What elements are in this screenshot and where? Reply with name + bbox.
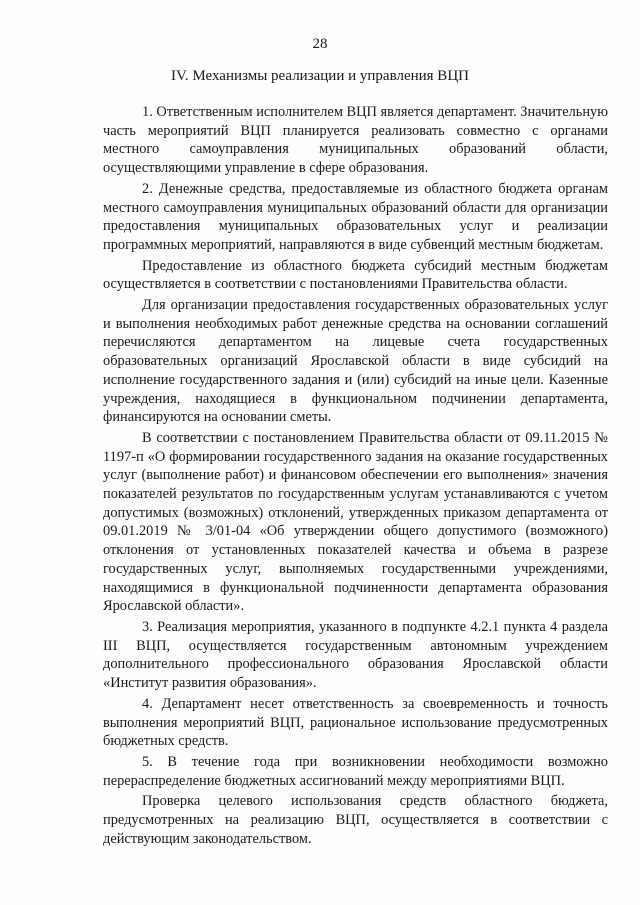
paragraph-responsible-executor: 1. Ответственным исполнителем ВЦП является департамент. Значительную часть мероприятий ВЦП планируется реализовать совместно с органами местного самоуправления муниципальных образований области, осуществляющими управление в сфере образования. — [103, 104, 608, 177]
paragraph-state-assignment: В соответствии с постановлением Правительства области от 09.11.2015 № 1197-п «О формировании государственного задания на оказание государственных услуг (выполнение работ) и финансовом обеспечении его выполнения» значения показателей результатов по государственным услугам устанавливаются с учетом допустимых (возможных) отклонений, утвержденных приказом департамента от 09.01.2019 № 3/01-04 «Об утверждении общего допустимого (возможного) отклонения от установленных показателей качества и объема в разрезе государственных услуг, выполняемых государственными учреждениями, находящимися в функциональной подчиненности департамента образования Ярославской области». — [103, 429, 608, 615]
paragraph-state-services-funding: Для организации предоставления государственных образовательных услуг и выполнения необходимых работ денежные средства на основании соглашений перечисляются департаментом на лицевые счета государственных образовательных организаций Ярославской области в виде субсидий на исполнение государственного задания и (или) субсидий на иные цели. Казенные учреждения, находящиеся в функциональном подчинении департамента, финансируются на основании сметы. — [103, 297, 608, 426]
paragraph-subventions: 2. Денежные средства, предоставляемые из областного бюджета органам местного самоуправления муниципальных образований области для организации предоставления муниципальных образовательных услуг и реализации программных мероприятий, направляются в виде субвенций местным бюджетам. — [103, 180, 608, 253]
section-title: IV. Механизмы реализации и управления ВЦП — [171, 68, 469, 84]
paragraph-department-responsibility: 4. Департамент несет ответственность за своевременность и точность выполнения мероприятий ВЦП, рациональное использование предусмотренных бюджетных средств. — [103, 695, 608, 750]
paragraph-subsidies-local-budgets: Предоставление из областного бюджета субсидий местным бюджетам осуществляется в соответствии с постановлениями Правительства области. — [103, 257, 608, 293]
page-number: 28 — [312, 36, 328, 52]
body-text — [103, 103, 608, 850]
paragraph-audit: Проверка целевого использования средств областного бюджета, предусмотренных на реализацию ВЦП, осуществляется в соответствии с действующим законодательством. — [103, 793, 608, 847]
paragraph-reallocation: 5. В течение года при возникновении необходимости возможно перераспределение бюджетных ассигнований между мероприятиями ВЦП. — [103, 753, 608, 789]
paragraph-institute-development: 3. Реализация мероприятия, указанного в подпункте 4.2.1 пункта 4 раздела III ВЦП, осуществляется государственным автономным учреждением дополнительного профессионального образования Ярославской области «Институт развития образования». — [103, 618, 608, 692]
